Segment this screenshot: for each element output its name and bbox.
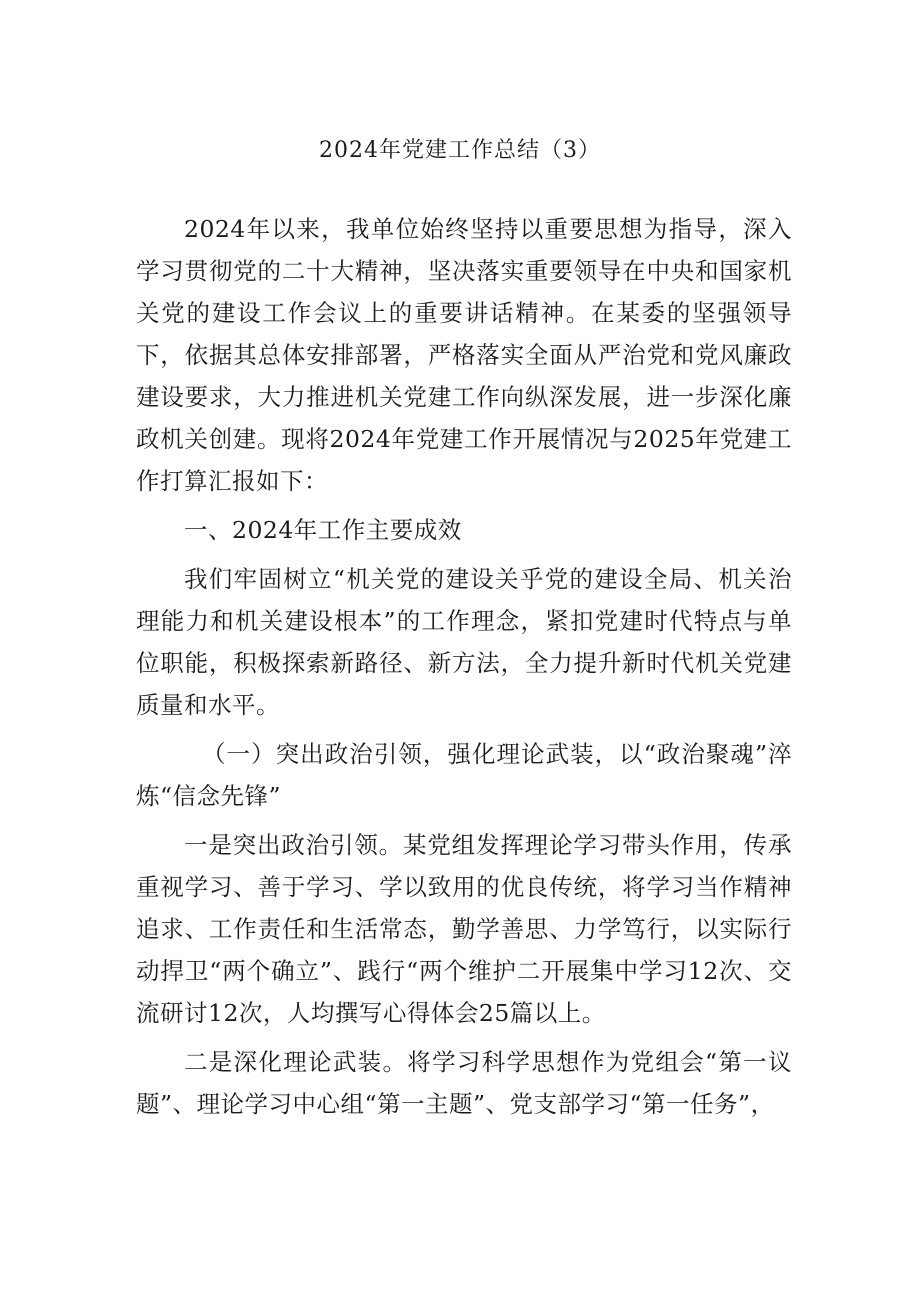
section-paragraph-1: 我们牢固树立“机关党的建设关乎党的建设全局、机关治理能力和机关建设根本”的工作理念，紧扣党建时代特点与单位职能，积极探索新路径、新方法，全力提升新时代机关党建质量和水平。 <box>136 565 792 719</box>
section-heading-1: 一、2024年工作主要成效 <box>184 516 462 544</box>
subsection-heading-1: （一）突出政治引领，强化理论武装，以“政治聚魂”淬炼“信念先锋” <box>136 740 792 810</box>
point-paragraph-2: 二是深化理论武装。将学习科学思想作为党组会“第一议题”、理论学习中心组“第一主题”、党支部学习“第一任务”， <box>136 1048 792 1118</box>
document-body <box>136 208 792 1132</box>
intro-paragraph: 2024年以来，我单位始终坚持以重要思想为指导，深入学习贯彻党的二十大精神，坚决落实重要领导在中央和国家机关党的建设工作会议上的重要讲话精神。在某委的坚强领导下，依据其总体安排部署，严格落实全面从严治党和党风廉政建设要求，大力推进机关党建工作向纵深发展，进一步深化廉政机关创建。现将2024年党建工作开展情况与2025年党建工作打算汇报如下： <box>136 215 792 495</box>
point-paragraph-1: 一是突出政治引领。某党组发挥理论学习带头作用，传承重视学习、善于学习、学以致用的优良传统，将学习当作精神追求、工作责任和生活常态，勤学善思、力学笃行，以实际行动捍卫“两个确立”、践行“两个维护二开展集中学习12次、交流研讨12次，人均撰写心得体会25篇以上。 <box>136 831 792 1027</box>
document-title: 2024年党建工作总结（3） <box>319 138 601 163</box>
